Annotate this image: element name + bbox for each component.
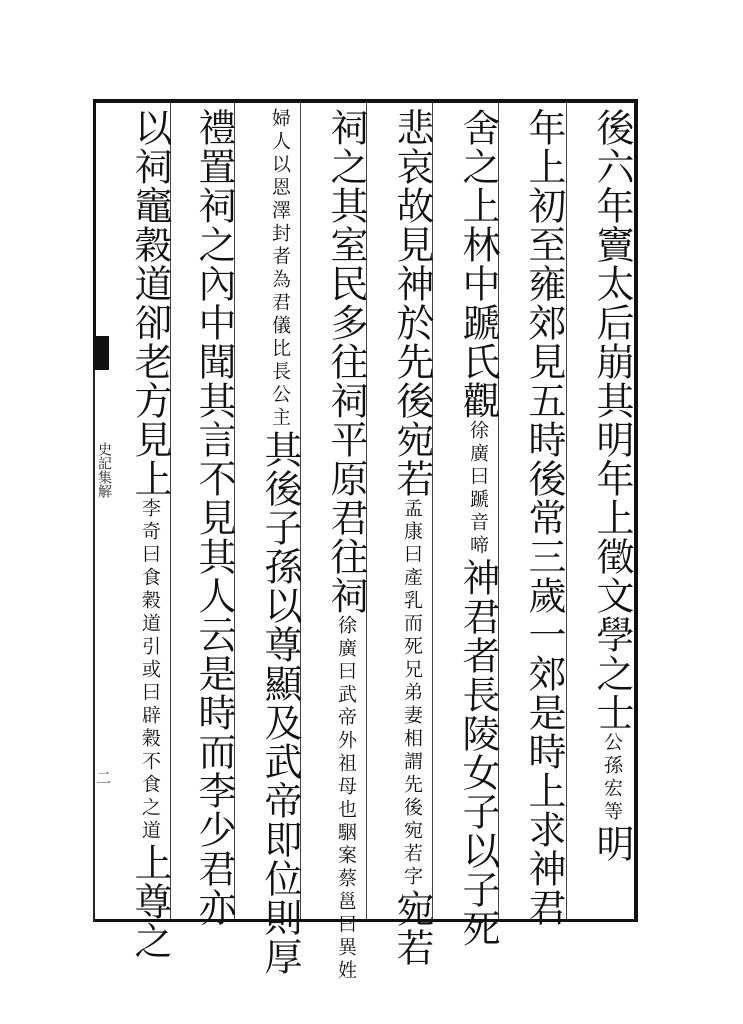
main-text: 宛若 [390,889,434,967]
text-column-7 [178,108,236,927]
main-text: 悲哀故見神於先後宛若 [390,108,434,498]
main-text: 禮置祠之內中聞其言不見其人云是時而李少君亦 [192,108,236,927]
frame-left-rule [93,99,96,369]
annotation [269,108,291,430]
annotation-line: 徐廣曰武帝外祖母 [335,615,357,799]
annotation-line: 妻相謂先後宛若字 [401,705,423,889]
frame-right-rule [634,99,638,922]
main-text: 後六年竇太后崩其明年上徵文學之士 [590,108,634,732]
main-text: 以祠竈穀道卻老方見上 [128,108,172,498]
text-column-1 [574,108,632,916]
main-text: 神君者長陵女子以子死 [456,558,500,948]
text-column-2 [506,108,566,927]
folio-number: 二 [94,770,112,785]
text-column-8 [114,108,172,960]
annotation-line: 蹏音啼 [467,489,489,558]
main-text: 其後子孫以尊顯及武帝即位則厚 [258,430,302,976]
annotation [139,498,161,843]
column-divider [566,103,567,919]
text-column-6 [242,108,302,976]
annotation-line: 李奇曰食穀道引或 [139,498,161,682]
annotation-line: 孟康曰產乳而死兄弟 [401,498,423,705]
main-text: 上尊之 [128,843,172,960]
annotation [401,498,423,889]
main-text: 年上初至雍郊見五時後常三歲一郊是時上求神君 [522,108,566,927]
annotation-line: 公孫 [601,732,623,778]
annotation [601,732,623,824]
annotation-line: 曰辟穀不食之道 [139,682,161,843]
text-column-4 [374,108,434,967]
main-text: 祠之其室民多往祠平原君往祠 [324,108,368,615]
annotation-line: 為君儀比長公主 [269,269,291,430]
annotation-line: 婦人以恩澤封者 [269,108,291,269]
annotation-line: 宏等 [601,778,623,824]
annotation [335,615,357,983]
annotation-line: 徐廣曰 [467,420,489,489]
main-text: 明 [590,824,634,863]
annotation [467,420,489,558]
text-column-5 [308,108,368,983]
fishtail-mark [93,336,109,370]
text-column-3 [440,108,500,948]
annotation-line: 也駰案蔡邕曰異姓 [335,799,357,983]
gutter-title: 史記集解 [96,442,112,498]
main-text: 舍之上林中蹏氏觀 [456,108,500,420]
